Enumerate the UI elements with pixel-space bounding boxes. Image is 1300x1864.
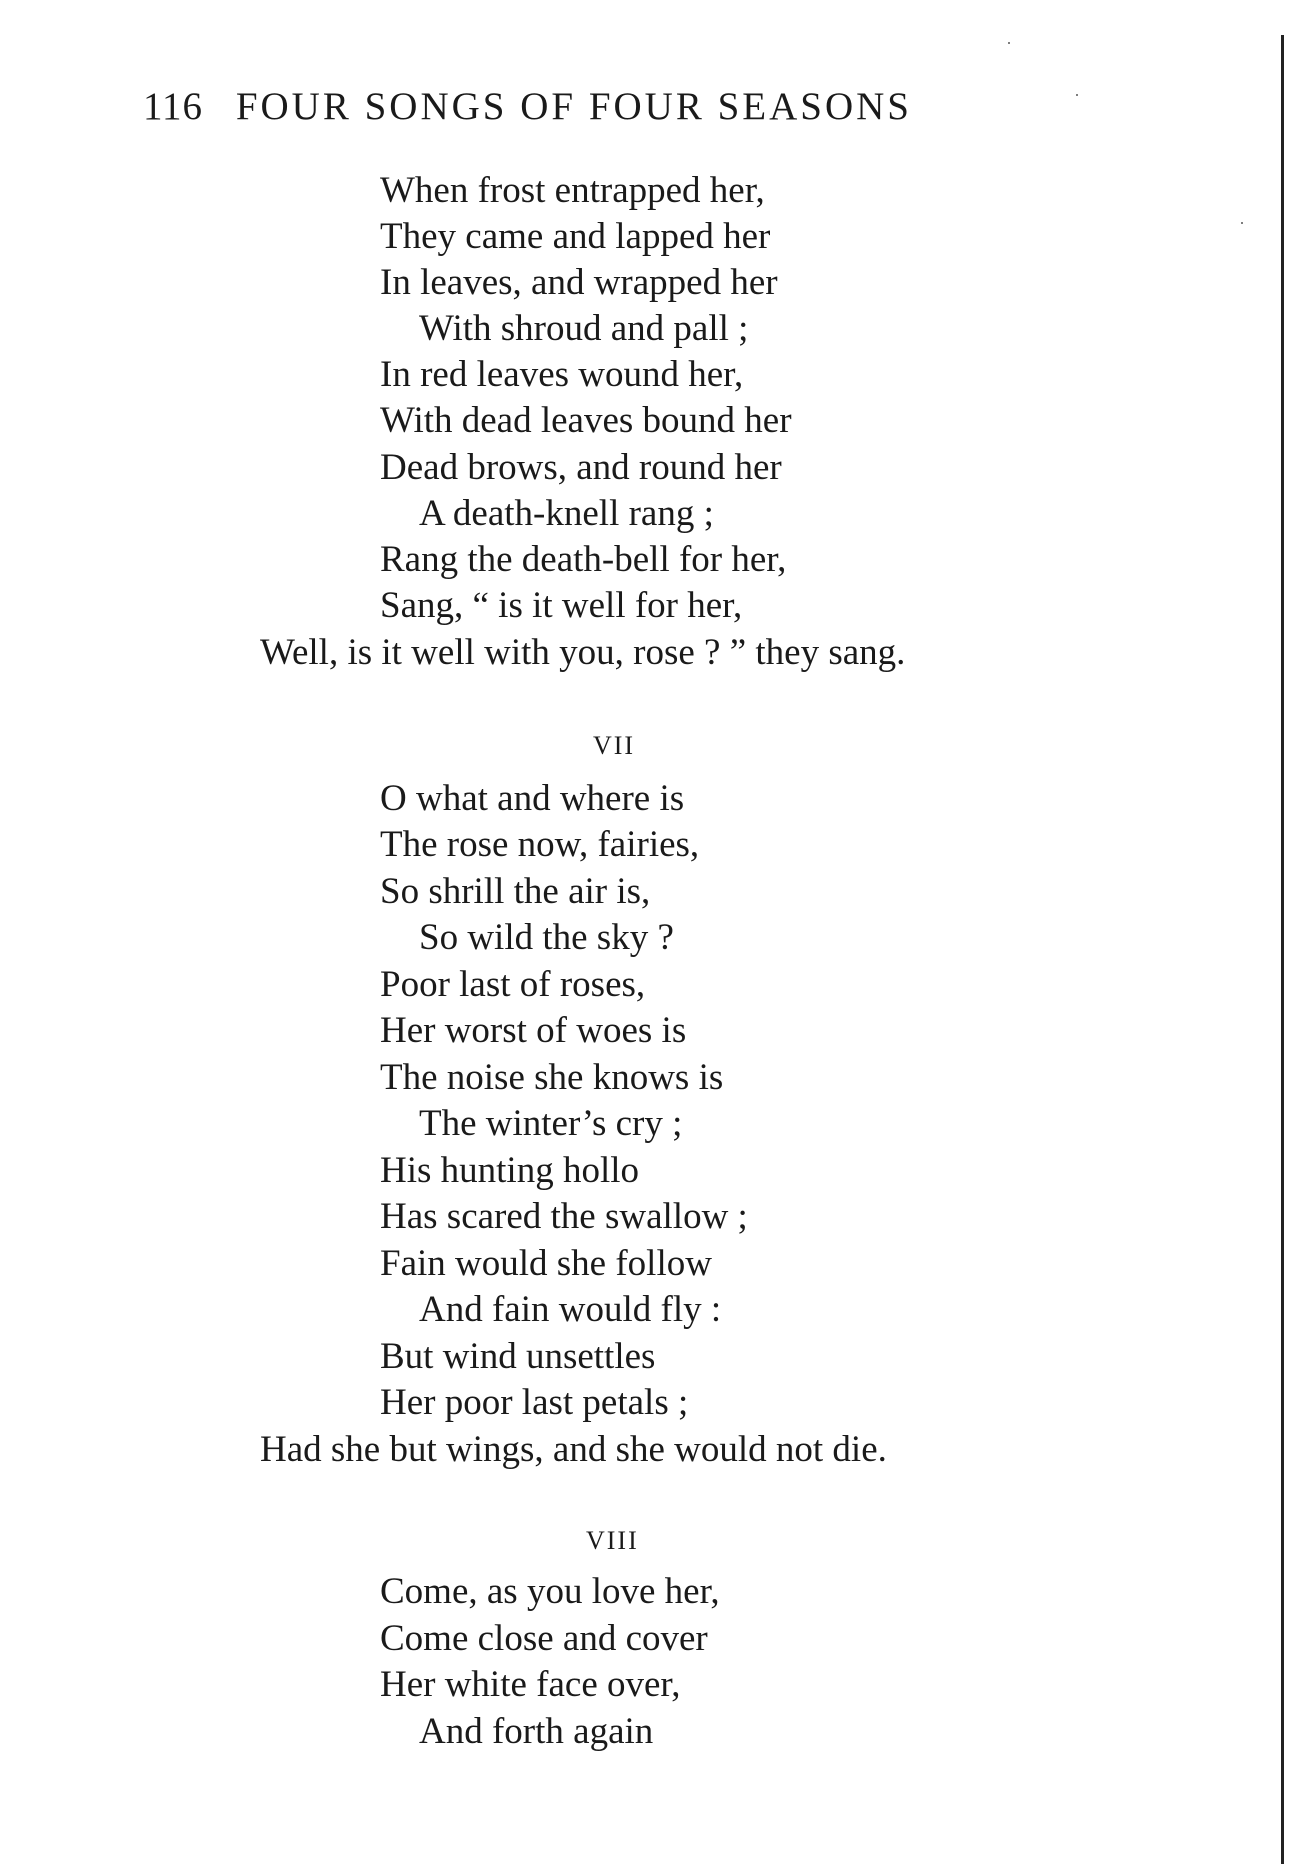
verse-line: O what and where is bbox=[380, 778, 685, 819]
verse-line: Her worst of woes is bbox=[380, 1010, 687, 1051]
verse-line: Come, as you love her, bbox=[380, 1571, 720, 1612]
verse-line: Has scared the swallow ; bbox=[380, 1196, 748, 1237]
verse-line: The noise she knows is bbox=[380, 1057, 724, 1098]
verse-line: Come close and cover bbox=[380, 1618, 708, 1659]
verse-line: The winter’s cry ; bbox=[419, 1103, 683, 1144]
verse-line: Her poor last petals ; bbox=[380, 1382, 689, 1423]
verse-line: His hunting hollo bbox=[380, 1150, 640, 1191]
verse-line: Poor last of roses, bbox=[380, 964, 646, 1005]
verse-line: And fain would fly : bbox=[419, 1289, 722, 1330]
verse-line: Rang the death-bell for her, bbox=[380, 539, 787, 580]
scan-speck bbox=[1008, 42, 1010, 44]
verse-line: When frost entrapped her, bbox=[380, 170, 765, 211]
verse-line: Fain would she follow bbox=[380, 1243, 712, 1284]
verse-line: A death-knell rang ; bbox=[419, 493, 714, 534]
verse-line: The rose now, fairies, bbox=[380, 824, 700, 865]
verse-line: So shrill the air is, bbox=[380, 871, 651, 912]
verse-line: So wild the sky ? bbox=[419, 917, 674, 958]
running-header bbox=[143, 84, 912, 129]
verse-line: Her white face over, bbox=[380, 1664, 681, 1705]
verse-line: Had she but wings, and she would not die. bbox=[260, 1429, 887, 1470]
verse-line: Sang, “ is it well for her, bbox=[380, 585, 743, 626]
verse-line: Well, is it well with you, rose ? ” they sang. bbox=[260, 632, 906, 673]
scan-speck bbox=[1241, 222, 1243, 224]
scan-speck bbox=[1076, 94, 1078, 96]
section-numeral: VIII bbox=[586, 1526, 639, 1555]
page-edge-line bbox=[1281, 35, 1284, 1864]
verse-line: They came and lapped her bbox=[380, 216, 771, 257]
running-title: FOUR SONGS OF FOUR SEASONS bbox=[235, 85, 912, 128]
page-number: 116 bbox=[143, 85, 204, 128]
verse-line: But wind unsettles bbox=[380, 1336, 656, 1377]
verse-line: With shroud and pall ; bbox=[419, 308, 749, 349]
verse-line: And forth again bbox=[419, 1711, 654, 1752]
verse-line: Dead brows, and round her bbox=[380, 447, 782, 488]
verse-line: With dead leaves bound her bbox=[380, 400, 792, 441]
verse-line: In red leaves wound her, bbox=[380, 354, 744, 395]
verse-line: In leaves, and wrapped her bbox=[380, 262, 778, 303]
section-numeral: VII bbox=[593, 731, 636, 760]
